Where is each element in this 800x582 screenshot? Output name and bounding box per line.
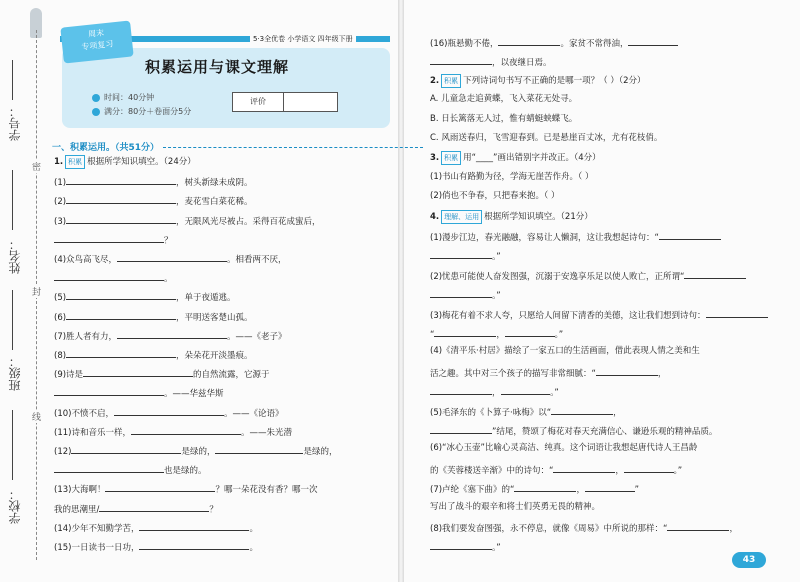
question-text: ， [492,388,501,399]
clock-icon [92,94,100,102]
answer-blank[interactable] [54,462,164,473]
question-line [430,54,552,69]
question-line [430,287,501,302]
question-tag: 积累 [65,155,85,169]
answer-blank[interactable] [117,251,227,262]
answer-blank[interactable] [139,520,249,531]
question-line [54,232,173,247]
answer-paren: （ ） [578,171,594,182]
question-text: ， [615,465,624,476]
question-line [54,539,258,554]
question-line [54,462,207,477]
answer-blank[interactable] [624,462,674,473]
answer-blank[interactable] [430,423,492,434]
answer-blank[interactable] [66,174,176,185]
question-text: ， [496,330,505,340]
page-title: 积累运用与课文理解 [145,58,290,76]
question-text: ， [729,524,738,534]
question-number: (13)大海啊！ [54,485,106,496]
question-text: 。——朱光潜 [240,427,292,438]
question-text: ？ [209,504,218,515]
question-number: B. 日长篱落无人过，惟有蜻蜓蛱蝶飞。 [430,113,578,124]
question-line [430,210,593,224]
question-line [430,345,700,357]
answer-blank[interactable] [114,405,224,416]
answer-blank[interactable] [215,443,303,454]
question-text: 的自然流露，它源于 [193,370,270,381]
answer-blank[interactable] [659,229,721,240]
section-heading: 一、积累运用。（共51分） [52,140,423,153]
answer-blank[interactable] [54,385,164,396]
question-number: (9)诗是 [54,370,84,381]
answer-blank[interactable] [505,326,555,337]
answer-blank[interactable] [66,289,176,300]
question-text: 。家贫不常得油， [560,39,629,49]
question-number: 3. [430,153,440,164]
question-line [430,229,721,244]
answer-blank[interactable] [684,268,746,279]
answer-blank[interactable] [430,54,492,65]
question-number: (2)忧患可能使人奋发图强，沉溺于安逸享乐足以使人败亡，正所谓“ [430,271,685,282]
question-line [54,424,292,439]
question-number: (16)瓶悬勤不倦， [430,39,499,49]
question-number: (12) [54,447,72,457]
question-line [430,74,646,88]
question-line [54,174,253,189]
question-line [54,520,258,535]
question-number: (7)胜人者有力， [54,331,118,342]
question-text: 。 [249,543,258,553]
question-number: (3)梅花有着不求人夸，只愿给人间留下清香的美德，这让我们想到诗句： [430,310,706,321]
question-text: 是绿的， [181,447,216,457]
question-text: 下列诗词句书写不正确的是哪一项？（ ）（2分） [463,75,646,86]
answer-blank[interactable] [501,384,551,395]
question-text: ，朵朵花开淡墨痕。 [176,351,253,361]
question-line [430,520,738,535]
question-text: 根据所学知识填空。（24分） [87,157,196,167]
question-text: ，无限风光尽被占。采得百花成蜜后， [176,216,321,227]
answer-blank[interactable] [66,347,176,358]
question-number: A. 儿童急走追黄蝶，飞入菜花无处寻。 [430,94,578,105]
question-text: ， [576,485,585,496]
question-line [54,405,283,420]
question-text: 。相看两不厌， [227,255,287,265]
question-number: (6) [54,312,67,323]
question-line [54,155,196,169]
question-text: ，以夜继日焉。 [492,58,552,69]
question-number: 2. [430,75,440,86]
answer-blank[interactable] [54,270,164,281]
question-line [54,289,236,304]
answer-blank[interactable] [596,365,658,376]
question-line [430,151,601,165]
question-text: ” [634,485,639,496]
question-number: 活之趣。其中对三个孩子的描写非常细腻：“ [430,368,596,379]
question-line [54,328,287,343]
question-line [430,268,746,283]
answer-blank[interactable] [66,213,176,224]
question-number: (10)不愤不启， [54,408,114,419]
question-text: ？ [164,235,173,246]
question-text: ”结尾，赞颂了梅花对春天充满信心、谦逊乐观的精神品质。 [492,427,718,437]
question-line [430,442,697,454]
question-text: ，麦花雪白菜花稀。 [176,197,253,208]
school-label: 学校： [8,488,22,524]
answer-blank[interactable] [430,287,492,298]
question-text: 也是绿的。 [164,466,207,477]
question-line [430,326,563,341]
question-text: 。” [673,465,683,476]
question-text: ， [657,368,667,379]
answer-blank[interactable] [430,384,492,395]
question-line [54,213,321,228]
question-line [430,423,717,438]
question-line [430,190,560,202]
question-number: (14)少年不知勤学苦， [54,523,140,534]
question-text: 。——《论语》 [223,408,284,419]
score-box[interactable]: 评价 [232,92,338,112]
question-number: (5) [54,293,67,304]
time-info: 时间：40分钟 [92,92,154,103]
question-number: 的《芙蓉楼送辛渐》中的诗句：“ [430,465,554,476]
question-line [430,35,678,50]
name-label: 姓名： [8,238,22,274]
question-number: (5)毛泽东的《卜算子·咏梅》以“ [430,407,552,418]
answer-blank[interactable] [54,232,164,243]
question-number: 我的思潮里/ [54,504,100,515]
question-tag: 理解、运用 [441,210,482,224]
question-number: (15)一日读书一日功， [54,543,140,553]
page-number: 43 [732,552,766,568]
question-text: 。” [554,330,564,340]
question-text: ，树头新绿未成阴。 [176,178,253,189]
question-text: 。 [249,523,258,534]
question-text: 。” [492,543,501,554]
question-text: 。” [550,388,559,399]
answer-blank[interactable] [498,35,560,46]
answer-blank[interactable] [551,404,613,415]
question-number: (2) [54,197,67,208]
question-line [54,366,270,381]
answer-paren: （ ） [544,191,560,202]
student-id-label: 学号： [8,105,22,141]
question-line [54,347,253,362]
question-number: 4. [430,211,440,222]
question-number: C. 风雨送春归，飞雪迎春到。已是悬崖百丈冰，尤有花枝俏。 [430,133,663,143]
question-line [430,93,577,105]
question-number: (8)我们要发奋图强，永不停息，就像《周易》中所说的那样：“ [430,524,668,534]
question-text: ？哪一朵花没有香？哪一次 [215,485,318,496]
question-number: (1)漫步江边，春光融融，容易让人懒洞，这让我想起诗句：“ [430,233,659,243]
question-number: (1)书山有路勤为径，学海无崖苦作舟。 [430,171,579,182]
question-number: (4)《清平乐·村居》描绘了一家五口的生活画面，借此表现人情之美和生 [430,346,700,357]
answer-blank[interactable] [117,328,227,339]
question-line [54,481,317,496]
question-line [54,193,253,208]
question-line [54,443,337,458]
question-number: (7)卢纶《塞下曲》的“ [430,485,515,496]
answer-blank[interactable] [553,462,615,473]
question-text: 。——华兹华斯 [164,389,224,400]
answer-blank[interactable] [66,193,176,204]
answer-blank[interactable] [131,424,241,435]
answer-blank[interactable] [628,35,678,46]
answer-blank[interactable] [430,539,492,550]
question-line [430,462,682,477]
question-line [430,384,559,399]
question-line [54,270,173,285]
question-number: 写出了战斗的艰辛和将士们英勇无畏的精神。 [430,501,601,512]
question-text: ，单于夜遁逃。 [176,293,236,304]
question-text: 。 [164,274,173,285]
question-line [54,501,218,516]
question-line [430,481,639,496]
check-icon [92,108,100,116]
question-line [430,404,622,419]
question-line [430,132,662,144]
question-line [430,307,768,322]
full-score-info: 满分：80分＋卷面分5分 [92,106,191,117]
question-text: ，平明送客楚山孤。 [176,312,253,323]
question-line [430,539,501,554]
question-line [430,248,501,263]
question-text: 。” [492,252,501,263]
answer-blank[interactable] [430,248,492,259]
question-text: ， [613,407,622,418]
question-text: 。” [492,291,501,302]
question-line [430,113,577,125]
question-tag: 积累 [441,151,461,165]
answer-blank[interactable] [514,481,576,492]
answer-blank[interactable] [99,501,209,512]
answer-blank[interactable] [434,326,496,337]
series-label: 5·3全优卷 小学语文 四年级下册 [250,34,356,44]
class-label: 班级： [8,355,22,391]
question-text: 。——《老子》 [227,331,287,342]
book-spine [398,0,404,582]
question-line [54,309,253,324]
answer-blank[interactable] [667,520,729,531]
question-number: (3) [54,216,67,227]
question-line [430,501,600,513]
question-number: (2)俏也不争春，只把春来抱。 [430,191,545,202]
answer-blank[interactable] [139,539,249,550]
answer-blank[interactable] [71,443,181,454]
question-number: 1. [54,157,64,167]
question-number: (8) [54,351,67,361]
question-number: (11)诗和音乐一样， [54,427,131,438]
question-line [54,385,224,400]
question-number: (6)“冰心玉壶”比喻心灵高洁、纯真。这个词语让我想起唐代诗人王昌龄 [430,443,698,454]
question-number: (4)众鸟高飞尽， [54,255,118,265]
answer-blank[interactable] [706,307,768,318]
question-text: 是绿的， [303,447,338,457]
question-line [430,171,594,183]
answer-blank[interactable] [585,481,635,492]
weekend-review-badge: 周末 专项复习 [60,20,133,63]
answer-blank[interactable] [105,481,215,492]
question-number: “ [430,330,435,340]
question-line [430,365,666,380]
answer-blank[interactable] [66,309,176,320]
question-text: 用“____”画出错别字并改正。（4分） [463,153,601,164]
question-tag: 积累 [441,74,461,88]
question-text: 根据所学知识填空。（21分） [484,211,593,222]
question-number: (1) [54,178,67,189]
question-line [54,251,287,266]
answer-blank[interactable] [83,366,193,377]
binding-margin: 学号： 姓名： 班级： 学校： 密 封 线 [0,0,40,582]
